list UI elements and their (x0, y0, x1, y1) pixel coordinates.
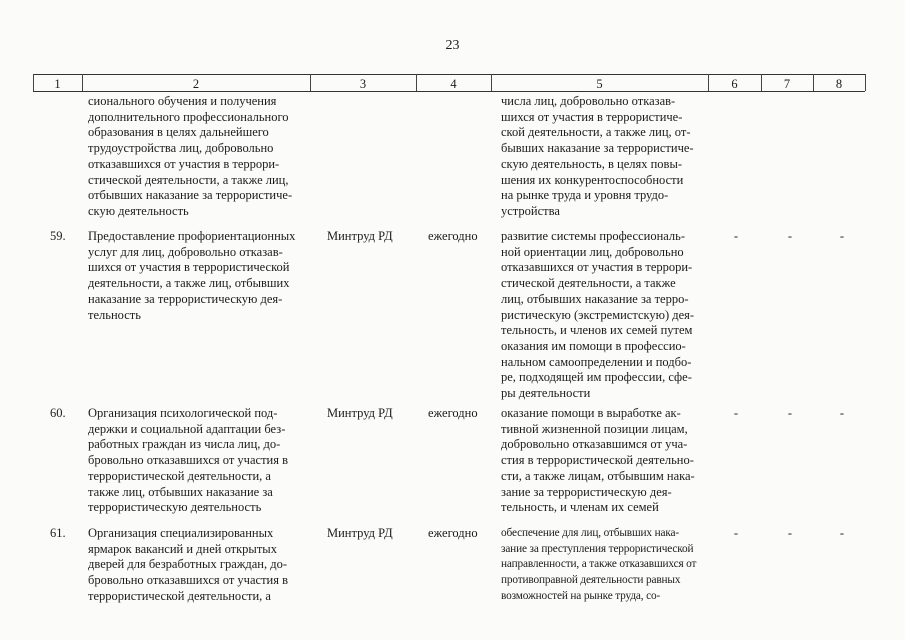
row-number: 59. (50, 229, 66, 243)
row-number: 61. (50, 526, 66, 540)
column-number-3: 3 (359, 77, 367, 91)
table-header-top-border (33, 74, 865, 75)
column-number-2: 2 (192, 77, 200, 91)
row-result: развитие системы профессиональ- ной ориентации лиц, добровольно отказавшихся от участия в террори- стической деятельности, а также лиц, отбывших наказание за терро- ристическую (экстремистскую) дея- тельность, и членов их семей путем оказания им помощи в профессио- нальном самоопределении и подбо- ре, подходящей им профессии, сфе- ры деятельности (501, 229, 695, 401)
row-col8-value: - (839, 406, 845, 420)
row-col8-value: - (839, 229, 845, 243)
page-number: 23 (445, 38, 460, 53)
row-executor: Минтруд РД (327, 229, 393, 243)
row-number: 60. (50, 406, 66, 420)
column-number-5: 5 (596, 77, 603, 91)
row-col8-value: - (839, 526, 845, 540)
continuation-measure: сионального обучения и получения дополнительного профессионального образования в целях дальнейшего трудоустройства лиц, добровольно отказавшихся от участия в террори- стической деятельности, а также лиц, отбывших наказание за террористиче- скую деятельность (88, 94, 293, 218)
row-measure: Предоставление профориентационных услуг для лиц, добровольно отказав- шихся от участия в террористической деятельности, а также лиц, отбывших наказание за террористическую дея- тельность (88, 229, 296, 322)
row-measure: Организация специализированных ярмарок вакансий и дней открытых дверей для безработных граждан, до- бровольно отказавшихся от участия в террористической деятельности, а (88, 526, 288, 603)
table-header-bottom-border (33, 91, 865, 92)
continuation-result: числа лиц, добровольно отказав- шихся от участия в террористиче- ской деятельности, а также лиц, от- бывших наказание за террористиче- скую деятельность, в целях повы- шения их конкурентоспособности на рынке труда и уровня трудо- устройства (501, 94, 694, 218)
row-result: оказание помощи в выработке ак- тивной жизненной позиции лицам, добровольно отказавшимся от уча- стия в террористической деятельно- сти, а также лицам, отбывшим нака- зание за террористическую дея- тельность, и членам их семей (501, 406, 695, 515)
row-col6-value: - (733, 229, 739, 243)
row-col7-value: - (787, 229, 793, 243)
row-result: обеспечение для лиц, отбывших нака- зание за преступления террористической направленности, а также отказавшихся от противоправной деятельности равных возможностей на рынке труда, со- (501, 527, 697, 602)
row-measure: Организация психологической под- держки и социальной адаптации без- работных граждан из числа лиц, до- бровольно отказавшихся от участия в террористической деятельности, а также лиц, отбывших наказание за террористическую деятельность (88, 406, 288, 515)
column-number-6: 6 (731, 77, 738, 91)
row-period: ежегодно (428, 229, 478, 243)
row-col7-value: - (787, 526, 793, 540)
row-executor: Минтруд РД (327, 406, 393, 420)
column-number-1: 1 (54, 77, 61, 91)
row-col7-value: - (787, 406, 793, 420)
column-number-8: 8 (835, 77, 843, 91)
table-header-divider (865, 74, 866, 91)
row-period: ежегодно (428, 406, 478, 420)
row-col6-value: - (733, 526, 739, 540)
column-number-7: 7 (783, 77, 791, 91)
row-period: ежегодно (428, 526, 478, 540)
row-executor: Минтруд РД (327, 526, 393, 540)
column-number-4: 4 (450, 77, 457, 91)
row-col6-value: - (733, 406, 739, 420)
